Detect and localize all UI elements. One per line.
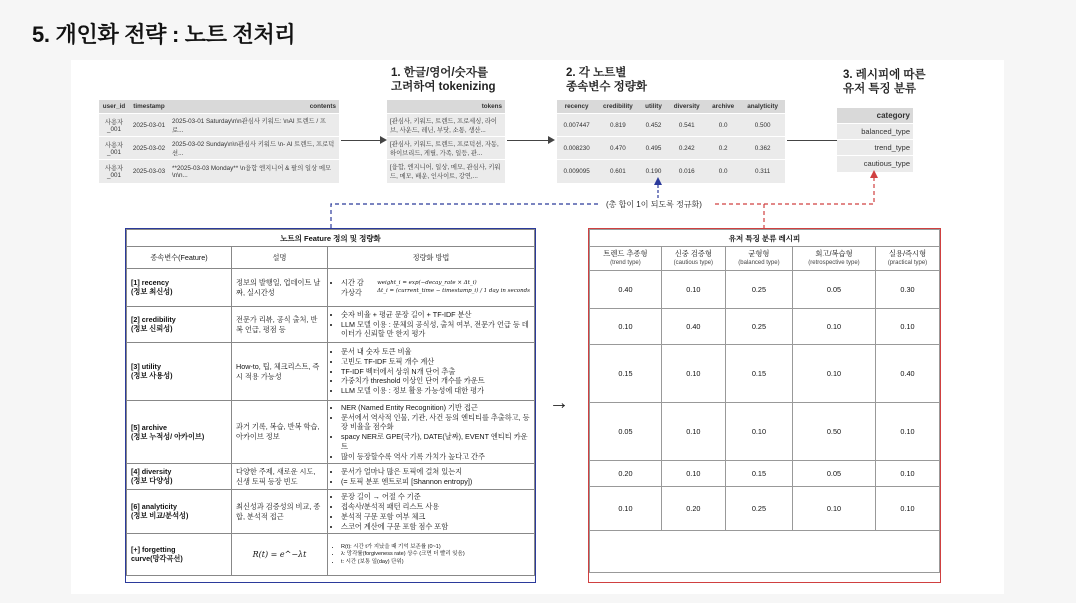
notes-cell: 2025-03-02 [129, 137, 169, 160]
category-cell: balanced_type [837, 124, 913, 140]
recipe-cell: 0.15 [590, 345, 662, 403]
step2-label: 2. 각 노트별 종속변수 정량화 [566, 67, 647, 94]
recipe-header-sub: (balanced type) [738, 260, 780, 267]
category-cell: trend_type [837, 140, 913, 156]
method-item: • 고빈도 TF-IDF 토픽 개수 계산 [341, 357, 530, 367]
notes-cell: 사용자_001 [99, 114, 129, 137]
method-item: • 문서가 얼마나 많은 토픽에 걸쳐 있는지 [341, 467, 530, 477]
score-cell: 0.016 [667, 160, 706, 183]
recipe-table-caption: 유저 특징 분류 레시피 [590, 230, 940, 247]
feature-name: [2] credibility (정보 신뢰성) [127, 307, 232, 343]
feature-name: [+] forgetting curve(망각곡선) [127, 534, 232, 576]
arrow-up-icon [654, 177, 662, 185]
method-item: • 숫자 비율 + 평균 문장 길이 + TF-IDF 분산 [341, 310, 530, 320]
feature-header: 설명 [232, 247, 328, 269]
feature-desc: 정보의 발행일, 업데이트 날짜, 실시간성 [232, 269, 328, 307]
normalize-note: (총 합이 1이 되도록 정규화) [606, 200, 702, 209]
blue-dashed-connector [331, 204, 601, 228]
feature-method [328, 534, 535, 576]
score-cell: 0.190 [640, 160, 668, 183]
recipe-cell: 0.40 [590, 271, 662, 309]
red-dashed-connector [715, 204, 764, 228]
method-item: • 시간 감가상각 [341, 278, 369, 297]
method-item: • t: 시간 (보통 일(day) 단위) [341, 559, 530, 566]
recipe-cell: 0.20 [661, 487, 725, 531]
feature-method [328, 490, 535, 534]
right-arrow-icon: → [549, 392, 569, 414]
recipe-header [590, 247, 662, 271]
feature-name: [5] archive (정보 누적성/ 아카이브) [127, 401, 232, 464]
method-item: • 가중치가 threshold 이상인 단어 개수를 카운트 [341, 376, 530, 386]
scores-header: analyticity [740, 100, 785, 114]
recipe-header [875, 247, 939, 271]
table-row [127, 534, 535, 576]
method-item: • λ: 망각률(forgiveness rate) 상수 (크면 더 빨리 잊음) [341, 551, 530, 558]
method-item: • 분석적 구문 포함 여부 체크 [341, 512, 530, 522]
score-cell: 0.311 [740, 160, 785, 183]
recency-formula: weight_i = exp(−decay_rate × Δt_i) Δt_i = (current_time − timestamp_i) / 1 day in seconds [377, 279, 530, 294]
recipe-cell: 0.10 [875, 309, 939, 345]
recipe-header-sub: (trend type) [610, 260, 641, 267]
method-item: • LLM 모델 이용 : 정보 활용 가능성에 대한 평가 [341, 386, 530, 396]
score-cell: 0.495 [640, 137, 668, 160]
score-cell: 0.0 [706, 160, 740, 183]
table-row [590, 309, 940, 345]
feature-method [328, 464, 535, 490]
recipe-table [588, 228, 941, 583]
score-cell: 0.452 [640, 114, 668, 137]
scores-header: diversity [667, 100, 706, 114]
method-item: • (= 토픽 분포 엔트로피 [Shannon entropy]) [341, 477, 530, 487]
content-panel [71, 60, 1004, 594]
score-cell: 0.2 [706, 137, 740, 160]
table-row [590, 271, 940, 309]
recipe-header-label: 신중 검증형 [674, 248, 712, 258]
feature-header: 종속변수(Feature) [127, 247, 232, 269]
table-row [127, 343, 535, 401]
recipe-header-sub: (practical type) [887, 260, 928, 267]
recipe-cell: 0.10 [875, 461, 939, 487]
recipe-empty-row [590, 531, 940, 573]
feature-method [328, 401, 535, 464]
recipe-cell: 0.10 [661, 345, 725, 403]
tokens-header: tokens [387, 100, 505, 114]
recipe-cell: 0.10 [590, 309, 662, 345]
notes-cell: 사용자_001 [99, 137, 129, 160]
notes-cell: **2025-03-03 Monday** \n융합 엔지니어 & 팔의 일상 메모\n\n... [169, 160, 339, 183]
score-cell: 0.009095 [557, 160, 596, 183]
feature-table-grid [126, 229, 535, 576]
category-header: category [837, 108, 913, 124]
method-item: • spacy NER로 GPE(국가), DATE(날짜), EVENT 엔티티 카운트 [341, 432, 530, 451]
table-row [590, 461, 940, 487]
method-item: • 문서에서 역사적 인물, 기관, 사건 등의 엔티티를 추출하고, 등장 비율을 점수화 [341, 413, 530, 432]
scores-header: archive [706, 100, 740, 114]
feature-table [125, 228, 536, 583]
notes-cell: 2025-03-01 [129, 114, 169, 137]
score-cell: 0.362 [740, 137, 785, 160]
recipe-cell: 0.30 [875, 271, 939, 309]
feature-table-caption: 노트의 Feature 정의 및 정량화 [127, 230, 535, 247]
step1-label: 1. 한글/영어/숫자를 고려하여 tokenizing [391, 67, 496, 94]
table-row [590, 531, 940, 573]
feature-desc: 전문가 리뷰, 공식 출처, 반복 언급, 평점 등 [232, 307, 328, 343]
method-item: • 접속사/분석적 패턴 리스트 사용 [341, 502, 530, 512]
table-row [127, 490, 535, 534]
notes-cell: 2025-03-03 [129, 160, 169, 183]
recipe-cell: 0.10 [875, 487, 939, 531]
method-item: • 스코어 계산에 구문 포함 점수 포함 [341, 522, 530, 532]
recipe-cell: 0.10 [661, 461, 725, 487]
recipe-header-label: 균형형 [748, 248, 770, 258]
arrow-up-icon [870, 170, 878, 178]
method-item: • TF-IDF 벡터에서 상위 N개 단어 추출 [341, 367, 530, 377]
recipe-cell: 0.05 [590, 403, 662, 461]
recipe-cell: 0.10 [590, 487, 662, 531]
method-item: • 문장 길이 → 어절 수 기준 [341, 492, 530, 502]
notes-header-contents: contents [169, 100, 339, 114]
step3-label: 3. 레시피에 따른 유저 특징 분류 [843, 69, 926, 96]
method-item: • R(t): 시간 t가 지났을 때 기억 보존률 (0~1) [341, 544, 530, 551]
recipe-header-label: 회고/복습형 [815, 248, 853, 258]
recipe-header-sub: (cautious type) [673, 260, 714, 267]
recipe-cell: 0.10 [725, 403, 792, 461]
table-row [127, 269, 535, 307]
recipe-cell: 0.25 [725, 271, 792, 309]
method-item: • NER (Named Entity Recognition) 기반 접근 [341, 403, 530, 413]
notes-cell: 2025-03-02 Sunday\n\n관심사 키워드 \n- AI 트렌드, 프로덕션... [169, 137, 339, 160]
tokens-cell: [융합, 엔지니어, 일상, 메모, 관심사, 키워드, 메모, 배운, 인사이트, 강연,... [387, 160, 505, 183]
feature-name: [4] diversity (정보 다양성) [127, 464, 232, 490]
recipe-cell: 0.10 [661, 403, 725, 461]
recipe-cell: 0.40 [661, 309, 725, 345]
scores-header: recency [557, 100, 596, 114]
feature-name: [1] recency (정보 최신성) [127, 269, 232, 307]
recipe-header-label: 트렌드 추종형 [603, 248, 648, 258]
feature-method [328, 269, 535, 307]
recipe-cell: 0.10 [792, 487, 875, 531]
recipe-cell: 0.20 [590, 461, 662, 487]
tokens-cell: [관심사, 키워드, 트렌드, 프로세싱, 라이브, 사운드, 레닌, 부닷, 소통, 생산... [387, 114, 505, 137]
recipe-header [661, 247, 725, 271]
feature-method [328, 307, 535, 343]
method-item: • LLM 모델 이용 : 문체의 공식성, 출처 여부, 전문가 언급 등 데이터가 신뢰할 만 한지 평가 [341, 320, 530, 339]
scores-header: utility [640, 100, 668, 114]
notes-cell: 2025-03-01 Saturday\n\n관심사 키워드: \nAI 트렌드 / 프로... [169, 114, 339, 137]
score-cell: 0.601 [596, 160, 639, 183]
feature-desc: 최신성과 검증성의 비교, 종합, 분석적 접근 [232, 490, 328, 534]
score-cell: 0.008230 [557, 137, 596, 160]
feature-desc: How-to, 팁, 체크리스트, 즉시 적용 가능성 [232, 343, 328, 401]
category-cell: cautious_type [837, 156, 913, 172]
method-item: • 문서 내 숫자 토큰 비율 [341, 347, 530, 357]
feature-desc [232, 534, 328, 576]
recipe-cell: 0.10 [875, 403, 939, 461]
tokens-cell: [관심사, 키워드, 트렌드, 프로덕션, 자동, 하이브리드, 게릴, 가족, 일등, 관... [387, 137, 505, 160]
recipe-header [792, 247, 875, 271]
recipe-cell: 0.40 [875, 345, 939, 403]
table-row [127, 464, 535, 490]
score-cell: 0.500 [740, 114, 785, 137]
recipe-cell: 0.25 [725, 309, 792, 345]
recipe-cell: 0.50 [792, 403, 875, 461]
recipe-header-label: 실용/즉시형 [888, 248, 927, 258]
recipe-cell: 0.10 [792, 345, 875, 403]
recipe-cell: 0.10 [792, 309, 875, 345]
recipe-cell: 0.15 [725, 461, 792, 487]
slide-title: 5. 개인화 전략 : 노트 전처리 [32, 22, 296, 47]
red-dashed-connector [764, 176, 874, 204]
table-row [127, 401, 535, 464]
table-row [127, 307, 535, 343]
recipe-cell: 0.10 [661, 271, 725, 309]
notes-cell: 사용자_001 [99, 160, 129, 183]
score-cell: 0.242 [667, 137, 706, 160]
recipe-cell: 0.15 [725, 345, 792, 403]
forgetting-formula: R(t) = e^−λt [252, 550, 307, 560]
score-cell: 0.0 [706, 114, 740, 137]
feature-desc: 과거 기록, 복습, 반복 학습, 아카이브 정보 [232, 401, 328, 464]
recipe-cell: 0.25 [725, 487, 792, 531]
recipe-table-grid [589, 229, 940, 573]
table-row [590, 487, 940, 531]
score-cell: 0.541 [667, 114, 706, 137]
score-cell: 0.819 [596, 114, 639, 137]
recipe-cell: 0.05 [792, 271, 875, 309]
scores-header: credibility [596, 100, 639, 114]
feature-name: [6] analyticity (정보 비교/분석성) [127, 490, 232, 534]
table-row [590, 345, 940, 403]
feature-name: [3] utility (정보 사용성) [127, 343, 232, 401]
recipe-cell: 0.05 [792, 461, 875, 487]
score-cell: 0.007447 [557, 114, 596, 137]
feature-method [328, 343, 535, 401]
method-item: • 많이 등장할수록 역사 기록 가치가 높다고 간주 [341, 452, 530, 462]
recipe-header-sub: (retrospective type) [808, 260, 860, 267]
feature-desc: 다양한 주제, 새로운 시도, 신생 토픽 등장 빈도 [232, 464, 328, 490]
recipe-header [725, 247, 792, 271]
notes-header-user: user_id [99, 100, 129, 114]
table-row [590, 403, 940, 461]
feature-header: 정량화 방법 [328, 247, 535, 269]
notes-header-timestamp: timestamp [129, 100, 169, 114]
score-cell: 0.470 [596, 137, 639, 160]
